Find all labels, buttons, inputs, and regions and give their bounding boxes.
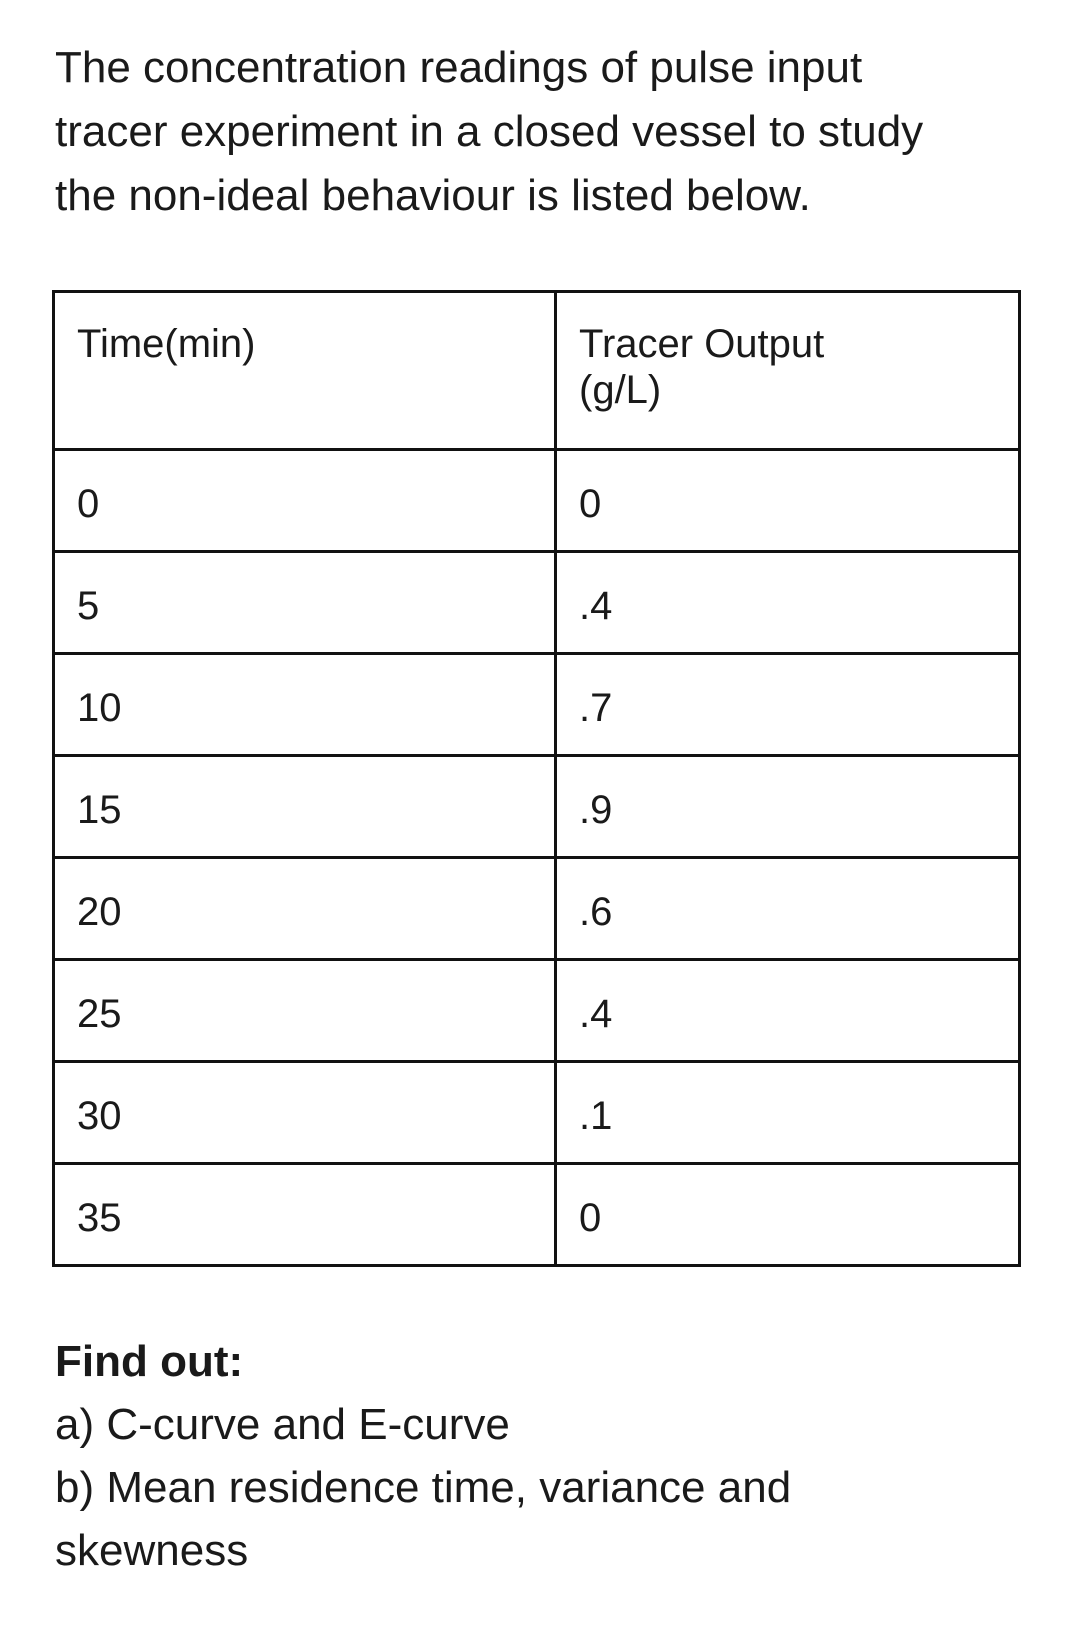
output-cell: 0: [556, 450, 1020, 552]
time-cell: 5: [54, 552, 556, 654]
output-cell: 0: [556, 1164, 1020, 1266]
time-cell: 25: [54, 960, 556, 1062]
table-header-row: [54, 292, 1020, 450]
table-row: [54, 756, 1020, 858]
table-row: [54, 858, 1020, 960]
time-cell: 35: [54, 1164, 556, 1266]
intro-line: tracer experiment in a closed vessel to study: [55, 107, 924, 156]
output-cell: .1: [556, 1062, 1020, 1164]
table-row: [54, 450, 1020, 552]
tracer-data-table: [52, 290, 1021, 1267]
output-cell: .9: [556, 756, 1020, 858]
time-cell: 0: [54, 450, 556, 552]
questions-section: [55, 1330, 1045, 1582]
time-cell: 15: [54, 756, 556, 858]
output-cell: .4: [556, 960, 1020, 1062]
problem-statement: [55, 36, 1045, 228]
output-cell: .7: [556, 654, 1020, 756]
table-row: [54, 654, 1020, 756]
time-cell: 30: [54, 1062, 556, 1164]
find-out-heading: Find out:: [55, 1337, 244, 1386]
question-item: skewness: [55, 1526, 249, 1575]
output-cell: .6: [556, 858, 1020, 960]
time-cell: 10: [54, 654, 556, 756]
intro-line: The concentration readings of pulse input: [55, 43, 863, 92]
time-column-header: Time(min): [54, 292, 556, 450]
table-row: [54, 552, 1020, 654]
intro-line: the non-ideal behaviour is listed below.: [55, 171, 811, 220]
tracer-output-column-header: Tracer Output (g/L): [556, 292, 1020, 450]
question-item: a) C-curve and E-curve: [55, 1400, 510, 1449]
table-row: [54, 1164, 1020, 1266]
table-row: [54, 960, 1020, 1062]
time-cell: 20: [54, 858, 556, 960]
question-item: b) Mean residence time, variance and: [55, 1463, 792, 1512]
table-row: [54, 1062, 1020, 1164]
output-cell: .4: [556, 552, 1020, 654]
